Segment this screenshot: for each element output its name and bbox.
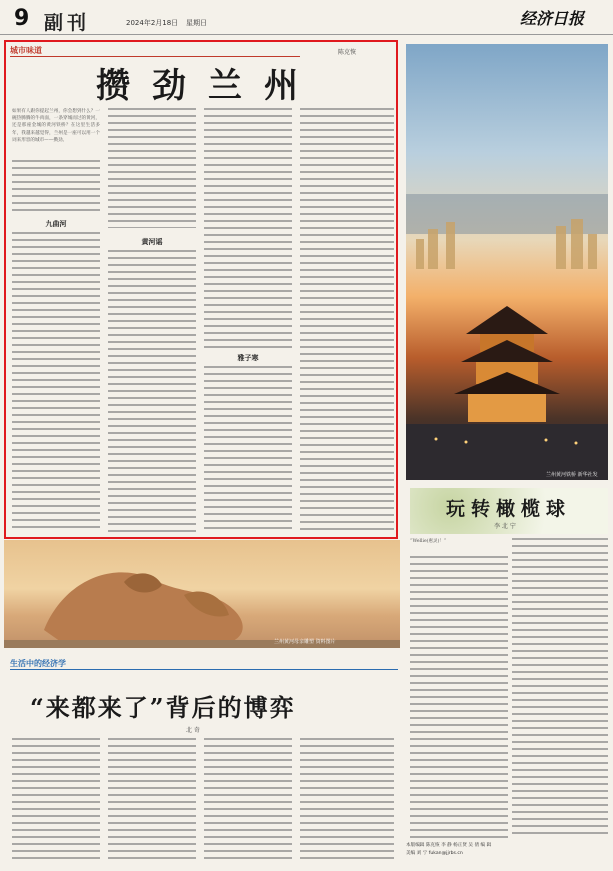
text-block xyxy=(12,232,100,532)
sculpture-illustration xyxy=(4,540,400,648)
issue-weekday: 星期日 xyxy=(186,19,207,27)
page-footer xyxy=(406,842,608,858)
column-rule xyxy=(10,669,398,670)
text-block xyxy=(410,556,508,838)
text-block xyxy=(108,738,196,862)
page-number: 9 xyxy=(14,6,30,31)
city-photo xyxy=(406,44,608,480)
text-block xyxy=(204,108,292,348)
text-block xyxy=(12,160,100,212)
column-label: 生活中的经济学 xyxy=(10,659,66,668)
article-author: 北 奇 xyxy=(186,727,200,734)
text-block xyxy=(108,108,196,228)
page-header xyxy=(0,0,613,35)
editor-credits: 本版编辑 陈克恢 李 静 杨正贤 吴 倩 编 辑 xyxy=(406,843,492,848)
masthead: 经济日报 xyxy=(520,9,585,28)
text-block xyxy=(300,108,394,532)
article-lead: 如果有人跟你提起兰州，你会想到什么？一碗热腾腾的牛肉面，一条穿城而过的黄河，还是那座金城的黄河铁桥？在这里生活多年，我越来越觉得，兰州是一座可以用一个词来形容的城市——攒劲。 xyxy=(12,109,100,143)
article-title: 攒劲兰州 xyxy=(96,66,320,106)
article-title: 玩转橄榄球 xyxy=(446,498,572,520)
text-block xyxy=(300,738,394,862)
text-block xyxy=(204,738,292,862)
city-skyline-illustration xyxy=(406,44,608,480)
contact-email: 美编 刘 宁 fukan@jjrbs.cn xyxy=(406,851,463,856)
text-block xyxy=(12,738,100,862)
column-label: 城市味道 xyxy=(10,46,42,55)
photo-caption: 兰州黄河母亲雕塑 资料图片 xyxy=(274,639,336,645)
column-rule xyxy=(10,56,300,57)
article-title: “来都来了”背后的博弈 xyxy=(30,693,296,722)
sculpture-photo xyxy=(4,540,400,648)
text-block xyxy=(204,366,292,532)
article-subhead: 黄河谣 xyxy=(141,238,163,246)
section-name: 副刊 xyxy=(44,12,91,34)
article-lead: “Wellie(惠灵)！” xyxy=(410,539,447,544)
photo-caption: 兰州黄河铁桥 新华社发 xyxy=(546,472,598,478)
issue-date: 2024年2月18日 xyxy=(126,19,179,27)
text-block xyxy=(108,250,196,532)
text-block xyxy=(512,538,608,838)
article-subhead: 雅子寒 xyxy=(237,354,259,362)
article-author: 陈克恢 xyxy=(338,49,357,56)
article-subhead: 九曲河 xyxy=(45,220,67,228)
article-author: 李 北 宁 xyxy=(494,523,516,530)
